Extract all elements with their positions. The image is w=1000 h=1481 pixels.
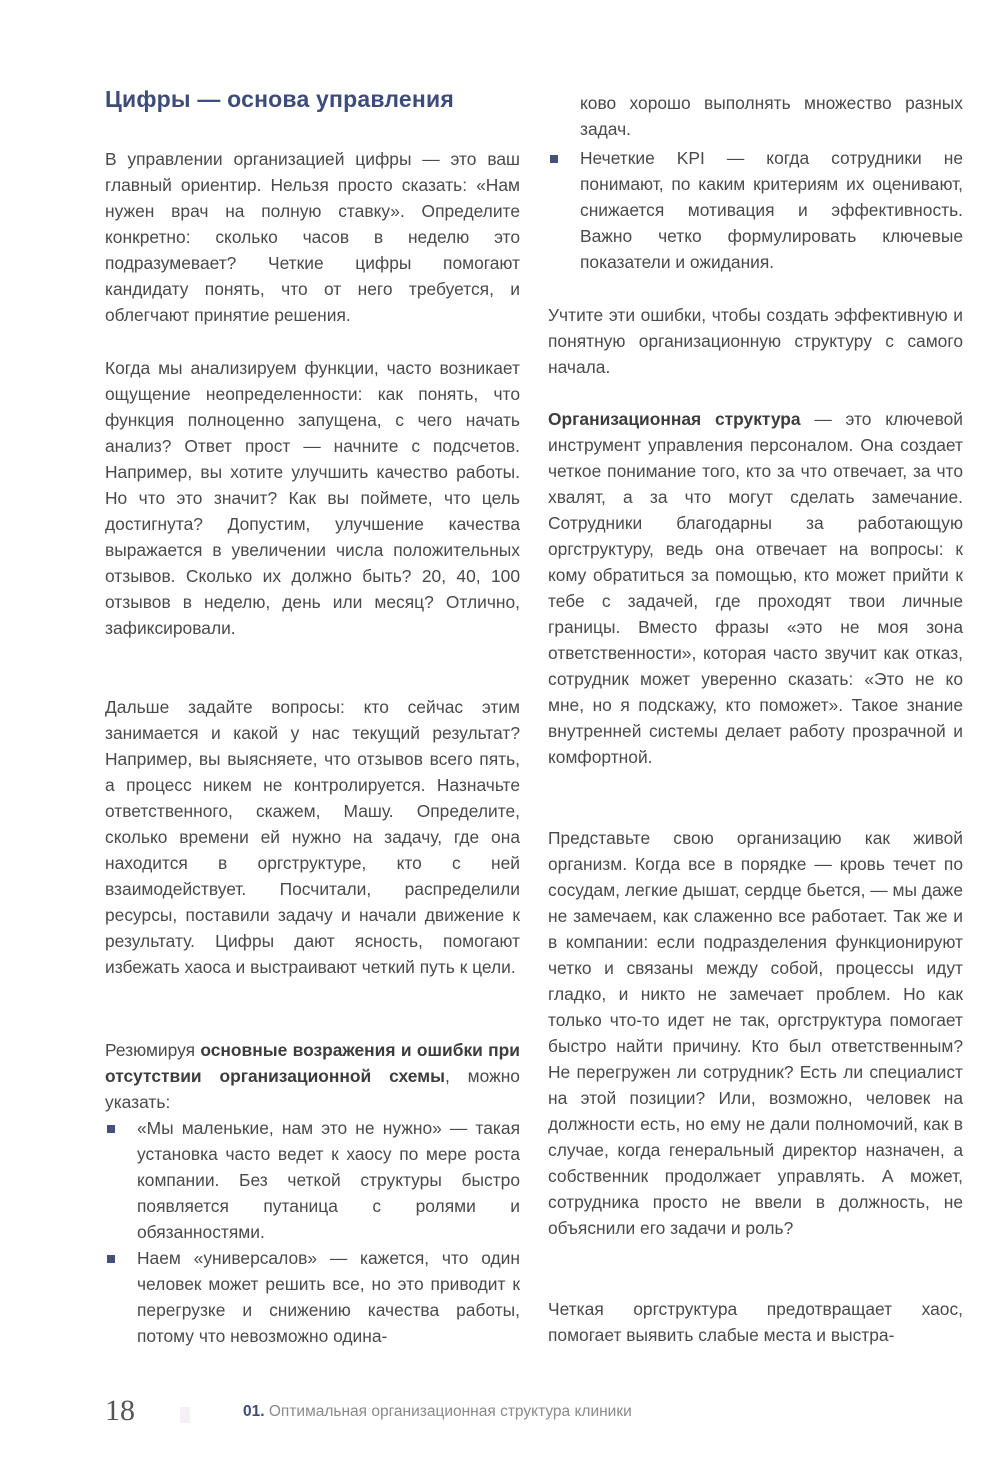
paragraph: Дальше задайте вопросы: кто сейчас этим занимается и какой у нас текущий результат? Например, вы выясняете, что отзывов всего пять, а процесс никем не контролируется. Назначьте ответственного, скажем, Машу. Определите, сколько времени ей нужно на задачу, где она находится в оргструктуре, кто с ней взаимодействует. Посчитали, распределили ресурсы, поставили задачу и начали движение к результату. Цифры дают ясность, помогают избежать хаоса и выстраивают четкий путь к цели. (105, 697, 520, 977)
list-item (548, 145, 963, 275)
list-item-text: Наем «универсалов» — кажется, что один человек может решить все, но это приводит к перегрузке и снижению качества работы, потому что невозможно одина- (137, 1248, 520, 1346)
square-bullet-icon (107, 1125, 115, 1133)
chapter-number: 01. (243, 1403, 265, 1420)
list-item-text: «Мы маленькие, нам это не нужно» — такая установка часто ведет к хаосу по мере роста компании. Без четкой структуры быстро появляется путаница с ролями и обязанностями. (137, 1118, 520, 1242)
list-item-continuation: ково хорошо выполнять множество разных задач. (580, 93, 963, 139)
paragraph (548, 406, 963, 770)
list-item (105, 1245, 520, 1349)
summary-tail: , можно указать: (105, 1066, 520, 1112)
paragraph: Четкая оргструктура предотвращает хаос, помогает выявить слабые места и выстра- (548, 1299, 963, 1345)
paragraph: Представьте свою организацию как живой организм. Когда все в порядке — кровь течет по сосудам, легкие дышат, сердце бьется, — мы даже не замечаем, как слаженно все работает. Так же и в компании: если подразделения функционируют четко и связаны между собой, процессы идут гладко, и никто не замечает проблем. Но как только что-то идет не так, оргструктура помогает быстро найти причину. Кто был ответственным? Не перегружен ли сотрудник? Есть ли специалист на этой позиции? Или, возможно, человек на должности есть, но ему не дали полномочий, как в случае, когда генеральный директор назначен, а собственник продолжает управлять. А может, сотрудника просто не ввели в должность, не объяснили его задачи и роль? (548, 828, 963, 1238)
page-number: 18 (105, 1394, 135, 1427)
summary-bold: основные возражения и ошибки при отсутствии организационной схемы (105, 1040, 520, 1086)
paragraph-text: — это ключевой инструмент управления персоналом. Она создает четкое понимание того, кто за что отвечает, за что хвалят, а за что могут сделать замечание. Сотрудники благодарны за работающую оргструктуру, ведь она отвечает на вопросы: к кому обратиться за помощью, кто может прийти к тебе с задачей, где проходят твои личные границы. Вместо фразы «это не моя зона ответственности», которая часто звучит как отказ, сотрудник может уверенно сказать: «Это не ко мне, но я подскажу, кто поможет». Такое знание внутренней системы делает работу прозрачной и комфортной. (548, 409, 963, 767)
list-item-text: Нечеткие KPI — когда сотрудники не понимают, по каким критериям их оценивают, снижается мотивация и эффективность. Важно четко формулировать ключевые показатели и ожидания. (580, 148, 963, 272)
paragraph: Когда мы анализируем функции, часто возникает ощущение неопределенности: как понять, что функция полноценно запущена, с чего начать анализ? Ответ прост — начните с подсчетов. Например, вы хотите улучшить качество работы. Но что это значит? Как вы поймете, что цель достигнута? Допустим, улучшение качества выражается в увеличении числа положительных отзывов. Сколько их должно быть? 20, 40, 100 отзывов в неделю, день или месяц? Отлично, зафиксировали. (105, 358, 520, 638)
list-item (105, 1115, 520, 1245)
summary-paragraph (105, 1037, 520, 1115)
footer-decoration (180, 1407, 190, 1423)
section-heading: Цифры — основа управления (105, 86, 454, 112)
square-bullet-icon (550, 155, 558, 163)
square-bullet-icon (107, 1255, 115, 1263)
paragraph: В управлении организацией цифры — это ваш главный ориентир. Нельзя просто сказать: «Нам нужен врач на полную ставку». Определите конкретно: сколько часов в неделю это подразумевает? Четкие цифры помогают кандидату понять, что от него требуется, и облегчают принятие решения. (105, 149, 520, 325)
paragraph: Учтите эти ошибки, чтобы создать эффективную и понятную организационную структуру с самого начала. (548, 305, 963, 377)
chapter-title: Оптимальная организационная структура клиники (264, 1403, 632, 1420)
term-bold: Организационная структура (548, 409, 801, 429)
objections-list-continued (548, 145, 963, 275)
objections-list (105, 1115, 520, 1349)
summary-intro: Резюмируя (105, 1040, 201, 1060)
running-footer (243, 1403, 632, 1421)
